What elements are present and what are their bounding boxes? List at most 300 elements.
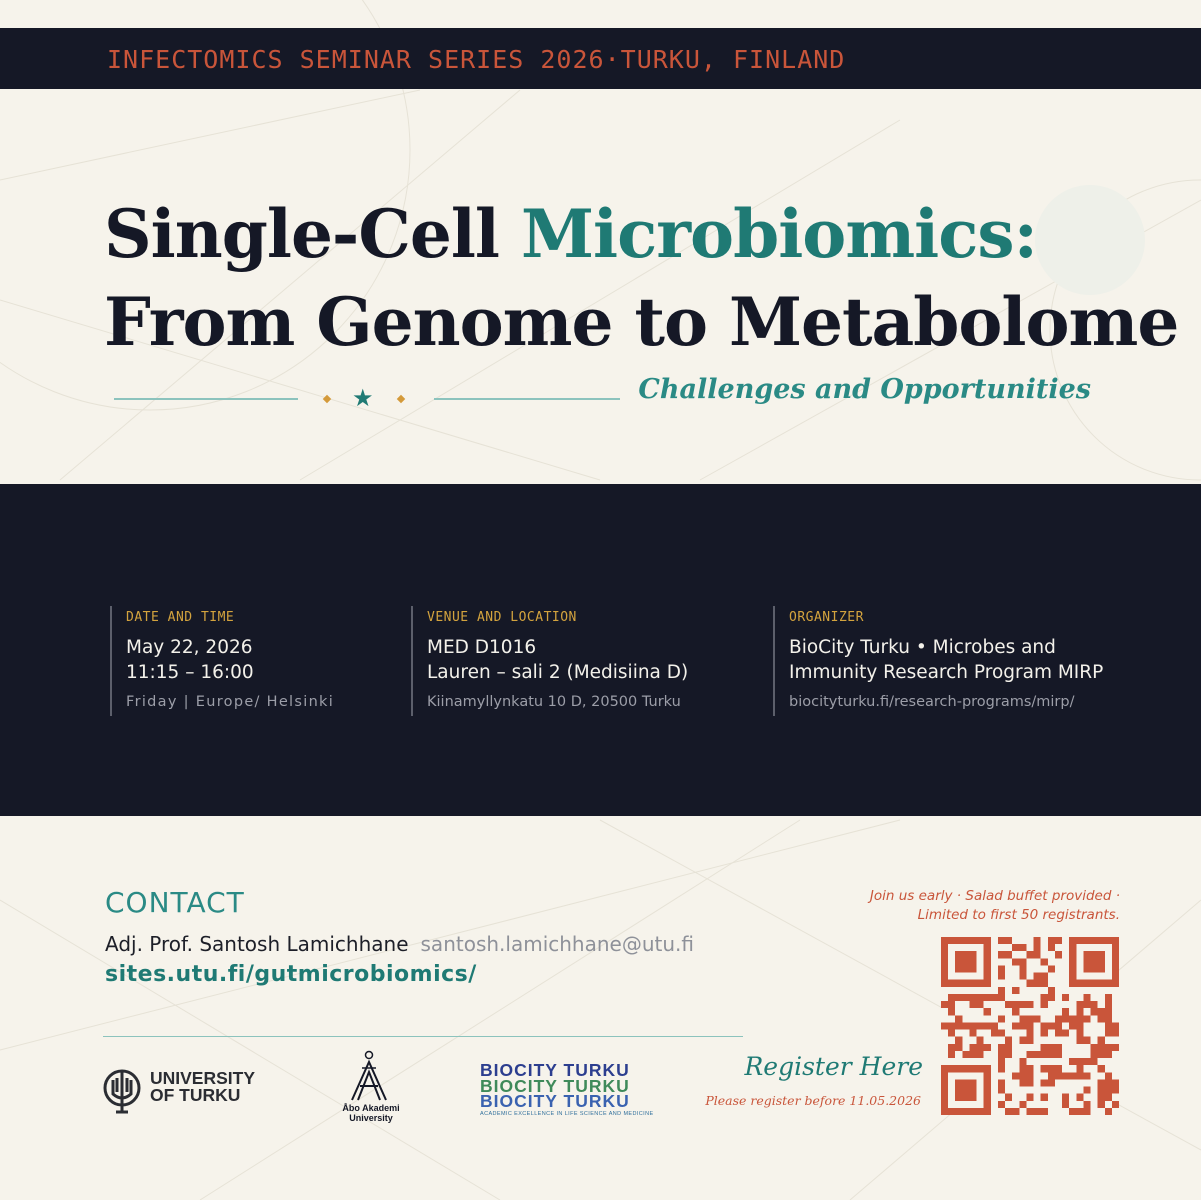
qr-module bbox=[1098, 1094, 1105, 1101]
qr-module bbox=[1019, 1015, 1026, 1022]
qr-module bbox=[977, 1108, 984, 1115]
qr-module bbox=[1112, 1044, 1119, 1051]
qr-module bbox=[1055, 937, 1062, 944]
qr-module bbox=[1055, 1072, 1062, 1079]
qr-module bbox=[1091, 951, 1098, 958]
qr-module bbox=[962, 1108, 969, 1115]
qr-module bbox=[1069, 1015, 1076, 1022]
ornament-line-left bbox=[114, 398, 298, 400]
qr-module bbox=[948, 1065, 955, 1072]
qr-module bbox=[1076, 1072, 1083, 1079]
qr-module bbox=[1019, 1022, 1026, 1029]
qr-module bbox=[984, 1087, 991, 1094]
qr-module bbox=[1076, 1022, 1083, 1029]
qr-module bbox=[998, 1015, 1005, 1022]
qr-module bbox=[1105, 1108, 1112, 1115]
qr-module bbox=[1055, 951, 1062, 958]
qr-module bbox=[1105, 1015, 1112, 1022]
qr-module bbox=[984, 1008, 991, 1015]
qr-module bbox=[977, 980, 984, 987]
qr-module bbox=[1062, 1008, 1069, 1015]
qr-module bbox=[998, 965, 1005, 972]
qr-module bbox=[984, 1022, 991, 1029]
qr-module bbox=[1041, 1001, 1048, 1008]
qr-module bbox=[1062, 1072, 1069, 1079]
series-banner bbox=[0, 28, 1201, 89]
qr-module bbox=[962, 1065, 969, 1072]
qr-module bbox=[941, 1101, 948, 1108]
qr-module bbox=[1026, 1022, 1033, 1029]
qr-module bbox=[1069, 965, 1076, 972]
university-of-turku-logo bbox=[102, 1068, 272, 1114]
qr-module bbox=[1098, 1051, 1105, 1058]
qr-module bbox=[962, 1022, 969, 1029]
qr-module bbox=[1098, 980, 1105, 987]
venue-hall: Lauren – sali 2 (Medisiina D) bbox=[427, 662, 689, 683]
qr-module bbox=[1048, 1051, 1055, 1058]
utu-line1: UNIVERSITY bbox=[150, 1068, 256, 1088]
qr-module bbox=[998, 987, 1005, 994]
qr-module bbox=[1083, 958, 1090, 965]
qr-module bbox=[984, 1065, 991, 1072]
qr-module bbox=[1019, 944, 1026, 951]
abo-line2: University bbox=[349, 1113, 393, 1123]
qr-module bbox=[1048, 1044, 1055, 1051]
qr-module bbox=[977, 1037, 984, 1044]
qr-module bbox=[1034, 937, 1041, 944]
note-line2: Limited to first 50 registrants. bbox=[917, 907, 1120, 923]
venue-label: VENUE AND LOCATION bbox=[427, 610, 577, 625]
note-line1: Join us early · Salad buffet provided · bbox=[869, 888, 1120, 904]
qr-module bbox=[1098, 1101, 1105, 1108]
qr-module bbox=[1012, 958, 1019, 965]
qr-module bbox=[1069, 1022, 1076, 1029]
qr-module bbox=[1076, 1015, 1083, 1022]
biocity-row-3: BIOCITY TURKU bbox=[480, 1091, 630, 1111]
qr-module bbox=[1112, 1101, 1119, 1108]
organizer-name-line1: BioCity Turku • Microbes and bbox=[789, 637, 1056, 658]
qr-module bbox=[969, 1065, 976, 1072]
qr-module bbox=[1083, 980, 1090, 987]
qr-module bbox=[969, 1022, 976, 1029]
qr-module bbox=[1026, 951, 1033, 958]
qr-module bbox=[1083, 937, 1090, 944]
qr-module bbox=[1026, 1065, 1033, 1072]
qr-module bbox=[998, 1079, 1005, 1086]
divider bbox=[103, 1036, 743, 1037]
qr-module bbox=[1069, 1072, 1076, 1079]
qr-module bbox=[1083, 1001, 1090, 1008]
qr-module bbox=[1076, 1030, 1083, 1037]
qr-module bbox=[962, 1094, 969, 1101]
qr-module bbox=[1055, 1022, 1062, 1029]
qr-module bbox=[941, 1065, 948, 1072]
qr-module bbox=[1083, 951, 1090, 958]
qr-module bbox=[1083, 994, 1090, 1001]
qr-module bbox=[1026, 1015, 1033, 1022]
qr-code-icon[interactable] bbox=[941, 937, 1119, 1115]
qr-module bbox=[1041, 1051, 1048, 1058]
qr-module bbox=[1105, 1044, 1112, 1051]
qr-module bbox=[1041, 973, 1048, 980]
qr-module bbox=[1112, 980, 1119, 987]
event-subtitle: Challenges and Opportunities bbox=[638, 374, 1091, 405]
qr-module bbox=[969, 1087, 976, 1094]
qr-module bbox=[941, 1001, 948, 1008]
qr-module bbox=[1112, 965, 1119, 972]
qr-module bbox=[941, 1072, 948, 1079]
qr-module bbox=[1112, 973, 1119, 980]
qr-module bbox=[984, 965, 991, 972]
qr-module bbox=[998, 951, 1005, 958]
qr-module bbox=[1112, 1030, 1119, 1037]
qr-module bbox=[1012, 1001, 1019, 1008]
qr-module bbox=[1098, 965, 1105, 972]
qr-module bbox=[955, 994, 962, 1001]
qr-module bbox=[1076, 1037, 1083, 1044]
qr-module bbox=[1098, 1015, 1105, 1022]
contact-email[interactable]: santosh.lamichhane@utu.fi bbox=[420, 932, 694, 956]
qr-module bbox=[1055, 1044, 1062, 1051]
qr-module bbox=[941, 1094, 948, 1101]
qr-module bbox=[1083, 1108, 1090, 1115]
qr-module bbox=[1105, 1001, 1112, 1008]
utu-line2: OF TURKU bbox=[150, 1085, 241, 1105]
qr-module bbox=[1091, 1008, 1098, 1015]
qr-module bbox=[969, 1044, 976, 1051]
qr-module bbox=[1019, 1001, 1026, 1008]
qr-module bbox=[1048, 1022, 1055, 1029]
biocity-row-1: BIOCITY TURKU bbox=[480, 1060, 630, 1080]
utu-emblem-icon bbox=[102, 1068, 142, 1114]
qr-module bbox=[1034, 951, 1041, 958]
qr-module bbox=[955, 980, 962, 987]
contact-person bbox=[105, 932, 694, 956]
qr-module bbox=[955, 1087, 962, 1094]
qr-module bbox=[984, 994, 991, 1001]
venue-address: Kiinamyllynkatu 10 D, 20500 Turku bbox=[427, 694, 681, 710]
qr-module bbox=[1112, 944, 1119, 951]
qr-module bbox=[1041, 1022, 1048, 1029]
qr-module bbox=[948, 937, 955, 944]
star-icon: ★ bbox=[352, 384, 374, 412]
qr-module bbox=[1019, 1058, 1026, 1065]
qr-module bbox=[1112, 958, 1119, 965]
qr-module bbox=[998, 1087, 1005, 1094]
qr-module bbox=[1083, 1072, 1090, 1079]
qr-module bbox=[977, 994, 984, 1001]
qr-module bbox=[1026, 1051, 1033, 1058]
qr-module bbox=[969, 1079, 976, 1086]
qr-module bbox=[941, 1079, 948, 1086]
organizer-link[interactable]: biocityturku.fi/research-programs/mirp/ bbox=[789, 694, 1075, 710]
qr-module bbox=[984, 944, 991, 951]
qr-module bbox=[1048, 1065, 1055, 1072]
qr-module bbox=[1083, 1037, 1090, 1044]
qr-module bbox=[1026, 1108, 1033, 1115]
registration-note bbox=[870, 887, 1120, 925]
qr-module bbox=[977, 1022, 984, 1029]
qr-module bbox=[969, 937, 976, 944]
qr-module bbox=[1091, 1001, 1098, 1008]
qr-module bbox=[1041, 1079, 1048, 1086]
qr-module bbox=[948, 1051, 955, 1058]
biocity-turku-logo bbox=[480, 1060, 654, 1117]
qr-module bbox=[1019, 1072, 1026, 1079]
qr-module bbox=[969, 965, 976, 972]
qr-module bbox=[984, 1044, 991, 1051]
qr-module bbox=[962, 980, 969, 987]
qr-module bbox=[1019, 1101, 1026, 1108]
qr-module bbox=[1048, 1072, 1055, 1079]
qr-module bbox=[969, 994, 976, 1001]
qr-module bbox=[962, 994, 969, 1001]
qr-module bbox=[1012, 1022, 1019, 1029]
date-label: DATE AND TIME bbox=[126, 610, 235, 625]
qr-module bbox=[969, 1051, 976, 1058]
qr-module bbox=[969, 951, 976, 958]
qr-module bbox=[1041, 1065, 1048, 1072]
contact-heading: CONTACT bbox=[105, 886, 245, 919]
qr-module bbox=[1026, 1030, 1033, 1037]
qr-module bbox=[1091, 958, 1098, 965]
qr-module bbox=[962, 1051, 969, 1058]
qr-module bbox=[1034, 1108, 1041, 1115]
qr-module bbox=[977, 1001, 984, 1008]
qr-module bbox=[1105, 1087, 1112, 1094]
qr-module bbox=[1034, 944, 1041, 951]
qr-module bbox=[941, 937, 948, 944]
qr-module bbox=[1012, 1108, 1019, 1115]
qr-module bbox=[1019, 1065, 1026, 1072]
qr-module bbox=[1034, 1051, 1041, 1058]
qr-module bbox=[962, 1087, 969, 1094]
qr-module bbox=[948, 1001, 955, 1008]
diamond-icon bbox=[323, 395, 331, 403]
qr-module bbox=[1048, 944, 1055, 951]
qr-module bbox=[1005, 951, 1012, 958]
organizer-block bbox=[773, 606, 1103, 716]
timezone: Friday | Europe/ Helsinki bbox=[126, 694, 335, 710]
abo-emblem-icon bbox=[338, 1050, 404, 1104]
qr-module bbox=[984, 1079, 991, 1086]
qr-module bbox=[991, 1030, 998, 1037]
event-title bbox=[104, 190, 1179, 366]
qr-module bbox=[977, 1044, 984, 1051]
qr-module bbox=[1034, 973, 1041, 980]
qr-module bbox=[955, 1094, 962, 1101]
qr-module bbox=[1055, 1015, 1062, 1022]
qr-module bbox=[1098, 951, 1105, 958]
qr-module bbox=[969, 1001, 976, 1008]
qr-module bbox=[1048, 1079, 1055, 1086]
qr-module bbox=[1048, 994, 1055, 1001]
qr-module bbox=[955, 1065, 962, 1072]
qr-module bbox=[998, 1051, 1005, 1058]
qr-module bbox=[955, 1015, 962, 1022]
qr-module bbox=[1069, 958, 1076, 965]
qr-module bbox=[1048, 937, 1055, 944]
qr-module bbox=[1034, 1015, 1041, 1022]
qr-module bbox=[984, 958, 991, 965]
qr-module bbox=[955, 1079, 962, 1086]
qr-module bbox=[1055, 1051, 1062, 1058]
qr-module bbox=[1041, 994, 1048, 1001]
qr-module bbox=[1105, 1072, 1112, 1079]
qr-module bbox=[969, 1108, 976, 1115]
qr-module bbox=[1105, 980, 1112, 987]
qr-module bbox=[1112, 937, 1119, 944]
qr-module bbox=[977, 1065, 984, 1072]
date-time-block bbox=[110, 606, 334, 716]
qr-module bbox=[1098, 958, 1105, 965]
qr-module bbox=[1041, 1030, 1048, 1037]
qr-module bbox=[977, 1051, 984, 1058]
qr-module bbox=[948, 1030, 955, 1037]
qr-module bbox=[1076, 937, 1083, 944]
date-value: May 22, 2026 bbox=[126, 637, 253, 658]
qr-module bbox=[1041, 1094, 1048, 1101]
organizer-name-line2: Immunity Research Program MIRP bbox=[789, 662, 1104, 683]
qr-module bbox=[1019, 965, 1026, 972]
qr-module bbox=[1098, 1087, 1105, 1094]
qr-module bbox=[998, 937, 1005, 944]
qr-module bbox=[1091, 965, 1098, 972]
qr-module bbox=[1076, 1058, 1083, 1065]
qr-module bbox=[1048, 965, 1055, 972]
time-value: 11:15 – 16:00 bbox=[126, 662, 254, 683]
qr-module bbox=[1012, 987, 1019, 994]
qr-module bbox=[1019, 1079, 1026, 1086]
qr-module bbox=[1012, 1072, 1019, 1079]
qr-module bbox=[948, 994, 955, 1001]
qr-module bbox=[998, 994, 1005, 1001]
qr-module bbox=[998, 1101, 1005, 1108]
qr-module bbox=[1005, 1108, 1012, 1115]
qr-module bbox=[1026, 1094, 1033, 1101]
qr-module bbox=[1098, 1079, 1105, 1086]
qr-module bbox=[941, 958, 948, 965]
qr-module bbox=[948, 1008, 955, 1015]
qr-module bbox=[977, 937, 984, 944]
title-line2: From Genome to Metabolome bbox=[104, 283, 1179, 361]
qr-module bbox=[1091, 937, 1098, 944]
qr-module bbox=[1069, 944, 1076, 951]
qr-module bbox=[941, 1108, 948, 1115]
qr-module bbox=[1062, 1094, 1069, 1101]
qr-module bbox=[941, 1022, 948, 1029]
qr-module bbox=[1098, 1065, 1105, 1072]
qr-module bbox=[1055, 1030, 1062, 1037]
qr-module bbox=[1083, 965, 1090, 972]
qr-module bbox=[1069, 1058, 1076, 1065]
qr-module bbox=[1041, 958, 1048, 965]
qr-module bbox=[1076, 980, 1083, 987]
qr-module bbox=[1105, 1008, 1112, 1015]
biocity-tagline: ACADEMIC EXCELLENCE IN LIFE SCIENCE AND MEDICINE bbox=[480, 1110, 654, 1117]
qr-module bbox=[969, 1094, 976, 1101]
qr-module bbox=[1076, 1001, 1083, 1008]
qr-module bbox=[984, 937, 991, 944]
venue-block bbox=[411, 606, 688, 716]
qr-module bbox=[1112, 1022, 1119, 1029]
qr-module bbox=[1091, 1044, 1098, 1051]
organizer-label: ORGANIZER bbox=[789, 610, 864, 625]
qr-module bbox=[1019, 958, 1026, 965]
qr-module bbox=[1098, 1037, 1105, 1044]
qr-module bbox=[1076, 1008, 1083, 1015]
qr-module bbox=[1005, 1094, 1012, 1101]
qr-module bbox=[955, 1037, 962, 1044]
qr-module bbox=[1105, 1022, 1112, 1029]
qr-module bbox=[1105, 1030, 1112, 1037]
qr-module bbox=[955, 958, 962, 965]
qr-module bbox=[998, 1030, 1005, 1037]
qr-module bbox=[969, 1030, 976, 1037]
qr-module bbox=[984, 1072, 991, 1079]
qr-module bbox=[1091, 1058, 1098, 1065]
venue-room: MED D1016 bbox=[427, 637, 537, 658]
qr-module bbox=[955, 965, 962, 972]
title-line1-accent: Microbiomics: bbox=[520, 195, 1037, 273]
qr-module bbox=[1012, 944, 1019, 951]
qr-module bbox=[1041, 1044, 1048, 1051]
qr-module bbox=[1034, 980, 1041, 987]
qr-module bbox=[1083, 1101, 1090, 1108]
register-here[interactable]: Register Here bbox=[744, 1052, 923, 1081]
qr-module bbox=[1069, 1108, 1076, 1115]
qr-module bbox=[962, 1079, 969, 1086]
qr-module bbox=[948, 1108, 955, 1115]
qr-module bbox=[1005, 1051, 1012, 1058]
qr-module bbox=[1026, 1001, 1033, 1008]
qr-module bbox=[941, 1087, 948, 1094]
qr-module bbox=[984, 980, 991, 987]
qr-module bbox=[1041, 980, 1048, 987]
qr-module bbox=[948, 1044, 955, 1051]
qr-module bbox=[1112, 951, 1119, 958]
abo-line1: Åbo Akademi bbox=[342, 1103, 400, 1113]
qr-module bbox=[1076, 1108, 1083, 1115]
biocity-row-2: BIOCITY TURKU bbox=[480, 1075, 630, 1096]
diamond-icon bbox=[397, 395, 405, 403]
qr-module bbox=[1105, 1051, 1112, 1058]
qr-module bbox=[1091, 1051, 1098, 1058]
qr-module bbox=[1069, 937, 1076, 944]
qr-module bbox=[998, 1065, 1005, 1072]
qr-module bbox=[1091, 980, 1098, 987]
qr-module bbox=[1105, 1094, 1112, 1101]
qr-module bbox=[1062, 1101, 1069, 1108]
qr-module bbox=[991, 1022, 998, 1029]
qr-module bbox=[1098, 1044, 1105, 1051]
contact-website[interactable]: sites.utu.fi/gutmicrobiomics/ bbox=[105, 962, 477, 987]
qr-module bbox=[1076, 1094, 1083, 1101]
qr-module bbox=[969, 980, 976, 987]
qr-module bbox=[1105, 1079, 1112, 1086]
qr-module bbox=[1005, 1037, 1012, 1044]
qr-module bbox=[948, 980, 955, 987]
qr-module bbox=[1026, 1079, 1033, 1086]
qr-module bbox=[1105, 994, 1112, 1001]
qr-module bbox=[1098, 937, 1105, 944]
qr-module bbox=[984, 1094, 991, 1101]
qr-module bbox=[1055, 1065, 1062, 1072]
qr-module bbox=[1069, 980, 1076, 987]
qr-module bbox=[962, 937, 969, 944]
qr-module bbox=[962, 951, 969, 958]
series-title: INFECTOMICS SEMINAR SERIES 2026·TURKU, FINLAND bbox=[107, 45, 846, 74]
